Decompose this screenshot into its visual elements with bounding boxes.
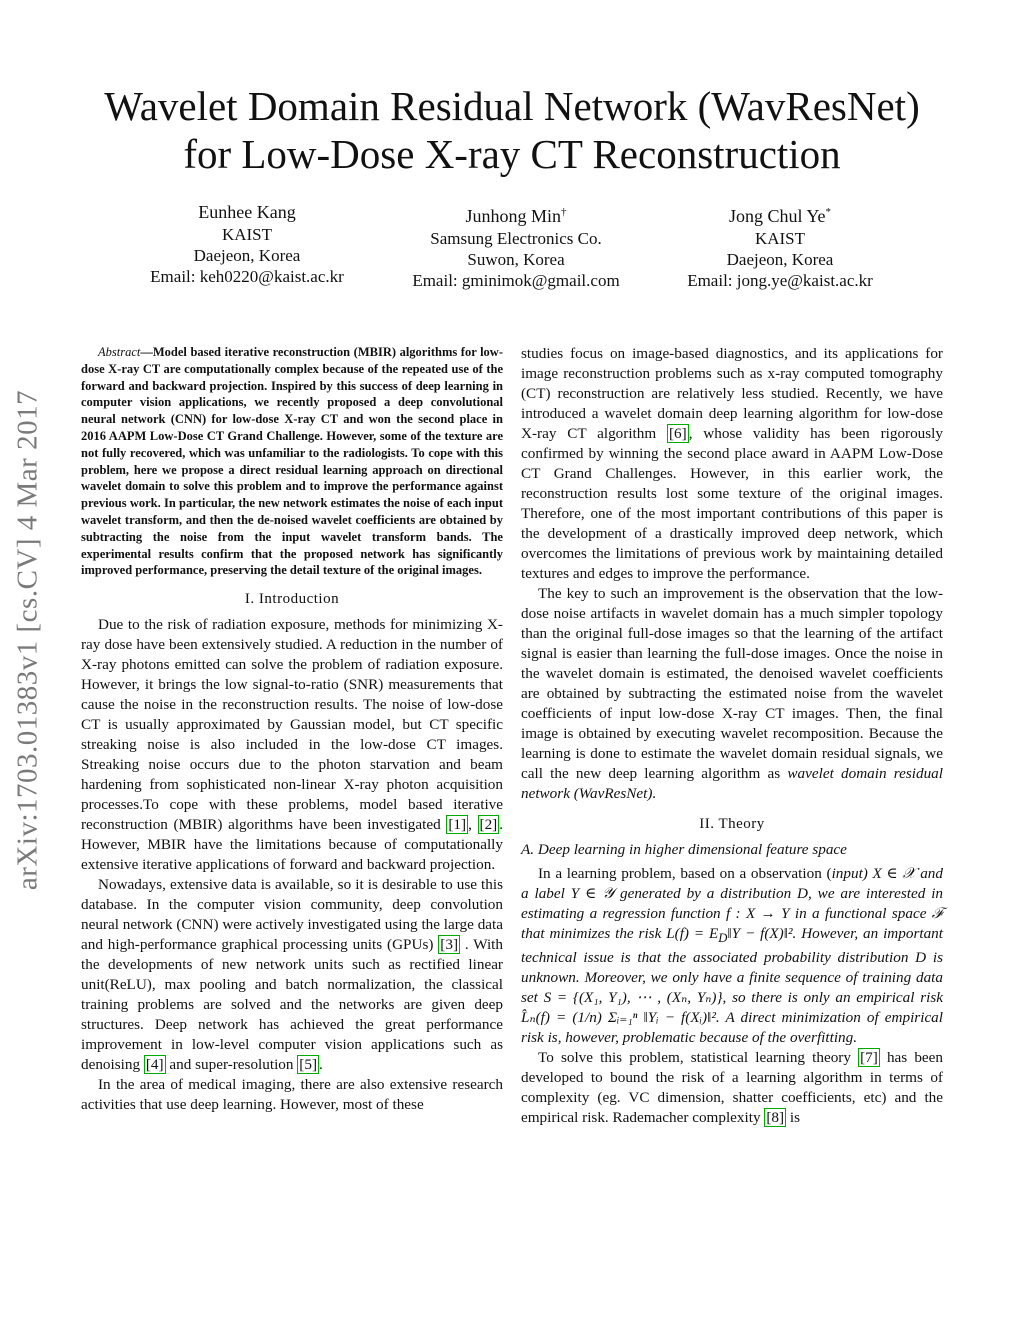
ref-number: 2: [484, 816, 493, 834]
subsection-heading: A. Deep learning in higher dimensional feature space: [521, 841, 847, 858]
citation-link[interactable]: [6]: [668, 425, 687, 442]
ref-number: 4: [150, 1056, 159, 1074]
author-block: [366, 200, 666, 291]
citation-link[interactable]: [8]: [766, 1109, 785, 1127]
right-column: [521, 344, 943, 1128]
author-email: Email: gminimok@gmail.com: [412, 271, 620, 290]
author-email: Email: jong.ye@kaist.ac.kr: [687, 271, 873, 290]
author-location: Daejeon, Korea: [193, 246, 301, 265]
section-heading-theory: II. Theory: [699, 816, 765, 832]
ref-number: 7: [865, 1049, 873, 1067]
math-run: ) X ∈ 𝒳 and a: [521, 865, 943, 902]
citation-link[interactable]: [2]: [479, 816, 498, 834]
math-run: ‖Y − f(X)‖². However, an important technical issue is that the associated probability distribution D is unknown. Moreover, we only have a finite sequence of training data set S = {(X₁, Y₁), ⋯ , (Xₙ, Yₙ)}, so there is only an empirical risk L̂ₙ(f) = (1/n) Σᵢ₌₁ⁿ ‖Yᵢ − f(Xᵢ)‖². A direct minimization of empirical risk is, however, problematic because of the overfitting.: [521, 925, 943, 1047]
author-mark: †: [561, 206, 567, 218]
author-affiliation: Samsung Electronics Co.: [430, 229, 602, 248]
text-run: and super-resolution: [165, 1056, 294, 1074]
text-run: has been developed to bound the risk of a learning algorithm in terms of complexity (eg. VC dimension, shatter coefficients, etc) and the empirical risk. Rademacher complexity: [521, 1049, 943, 1127]
citation-link[interactable]: [7]: [860, 1049, 878, 1067]
paragraph: Nowadays, extensive data is available, so it is desirable to use this database. In the computer vision community, deep convolution neural network (CNN) were actively investigated using the large data and high-performance graphical processing units (GPUs) [3] . With the developments of new network units such as rectified linear unit(ReLU), max pooling and batch normalization, the classical training problems are solved and the networks are given deep structures. Deep network has achieved the great performance improvement in low-level computer vision applications such as denoising [4] and super-resolution [5] .: [81, 876, 503, 1074]
paper-title-line-1: Wavelet Domain Residual Network (WavResNet): [104, 83, 920, 129]
citation-link[interactable]: [3]: [440, 936, 458, 954]
author-mark: *: [825, 206, 832, 218]
ref-number: 6: [674, 425, 682, 442]
ref-number: 5: [304, 1056, 312, 1074]
author-affiliation: KAIST: [754, 229, 806, 248]
text-run: studies focus on image-based diagnostics, and its applications for image reconstruction problems such as x-ray computed tomography (CT) reconstruction are relatively less studied. Recently, we have introduced a wavelet domain deep learning algorithm for low-dose X-ray CT algorithm: [521, 345, 943, 442]
author-name: Junhong Min: [465, 206, 561, 226]
citation-link[interactable]: [5]: [299, 1056, 318, 1074]
paragraph: Due to the risk of radiation exposure, methods for minimizing X-ray dose have been extensively studied. A reduction in the number of X-ray photons emitted can solve the problem of radiation exposure. However, it brings the low signal-to-ratio (SNR) measurements that cause the noise in the reconstruction results. The noise of low-dose CT is usually approximated by Gaussian model, but CT specific streaking noise is also included in the low-dose CT images. Streaking noise occurs due to the photon starvation and beam hardening from sophisticated non-linear X-ray photon acquisition processes.To cope with these problems, model based iterative reconstruction (MBIR) algorithms have been investigated [1] , [2] . However, MBIR have the limitations because of computationally extensive iterative applications of forward and backward projection.: [81, 616, 504, 874]
paragraph: In the area of medical imaging, there are also extensive research activities that use deep learning. However, most of these: [81, 1076, 503, 1114]
abstract-text: —Model based iterative reconstruction (MBIR) algorithms for low-dose X-ray CT are computationally complex because of the repeated use of the forward and backward projection. Inspired by this success of deep learning in computer vision applications, we recently proposed a deep convolutional neural network (CNN) for low-dose X-ray CT and won the second place in 2016 AAPM Low-Dose CT Grand Challenge. However, some of the texture are not fully recovered, which was unfamiliar to the radiologists. To cope with this problem, here we propose a direct residual learning approach on directional wavelet domain to solve this problem and to improve the performance against previous work. In particular, the new network estimates the noise of each input wavelet transform, and then the de-noised wavelet coefficients are obtained by subtracting the noise from the input wavelet transform bands. The experimental results confirm that the proposed network has significantly improved performance, preserving the detail texture of the original images.: [81, 345, 503, 578]
math-subscript: D: [718, 931, 728, 946]
emphasis-text: label: [534, 885, 565, 902]
emphasis-text: input: [831, 865, 863, 882]
citation-link[interactable]: [1]: [448, 816, 467, 834]
author-block: [630, 200, 930, 291]
left-column: [81, 344, 503, 1115]
arxiv-stamp-text: arXiv:1703.01383v1 [cs.CV] 4 Mar 2017: [11, 389, 44, 891]
paragraph: [521, 584, 943, 804]
abstract: [81, 344, 503, 579]
text-run: Due to the risk of radiation exposure, methods for minimizing X-ray dose have been extensively studied. A reduction in the number of X-ray photons emitted can solve the problem of radiation exposure. However, it brings the low signal-to-ratio (SNR) measurements that cause the noise in the reconstruction results. The noise of low-dose CT is usually approximated by Gaussian model, but CT specific streaking noise is also included in the low-dose CT images. Streaking noise occurs due to the photon starvation and beam hardening from sophisticated non-linear X-ray photon acquisition processes.To cope with these problems, model based iterative reconstruction (MBIR) algorithms have been investigated: [81, 616, 503, 834]
emphasis-text: wavelet domain residual network (WavResNet).: [521, 765, 943, 802]
author-name: Eunhee Kang: [198, 202, 296, 222]
text-run: . However, MBIR have the limitations because of computationally extensive iterative applications of forward and backward projection.: [81, 816, 504, 874]
ref-number: 8: [771, 1109, 779, 1127]
text-run: To solve this problem, statistical learning theory: [538, 1049, 851, 1067]
author-email: Email: keh0220@kaist.ac.kr: [150, 267, 344, 286]
author-location: Daejeon, Korea: [726, 250, 834, 269]
author-block: [97, 200, 397, 287]
text-run: . With the developments of new network units such as rectified linear unit(ReLU), max pooling and batch normalization, the classical training problems are solved and the networks are given deep structures. Deep network has achieved the great performance improvement in low-level computer vision applications such as denoising: [81, 936, 503, 1074]
text-run: The key to such an improvement is the observation that the low-dose noise artifacts in wavelet domain has a much simpler topology than the original full-dose images so that the learning of the artifact signal is easier than learning the full-dose images. Once the noise in the wavelet domain is estimated, the denoised wavelet coefficients are obtained by subtracting the estimated noise from the wavelet coefficients of input low-dose X-ray CT images. Then, the final image is obtained by executing wavelet recomposition. Because the learning is done to estimate the wavelet domain residual signals, we call the new deep learning algorithm as: [521, 585, 943, 782]
text-run: , whose validity has been rigorously confirmed by winning the second place award in AAPM Low-Dose CT Grand Challenges. However, in this earlier work, the reconstruction results lost some texture of the original images. Therefore, one of the most important contributions of this paper is the development of a drastically improved deep network, which overcomes the limitations of previous work by maintaining detailed textures and edges to improve the performance.: [521, 425, 944, 582]
author-location: Suwon, Korea: [467, 250, 565, 269]
ref-number: 1: [453, 816, 461, 834]
author-name: Jong Chul Ye: [728, 206, 826, 226]
author-affiliation: KAIST: [221, 225, 273, 244]
math-run: Y ∈ 𝒴 generated by a distribution D, we are interested in estimating a regression function f : X → Y in a functional space ℱ that minimizes the risk L(f) = E: [521, 885, 944, 942]
paragraph: [521, 864, 943, 1048]
text-run: is: [786, 1109, 800, 1127]
paper-title-line-2: for Low-Dose X-ray CT Reconstruction: [183, 131, 841, 177]
ref-number: 3: [445, 936, 453, 954]
paragraph: [521, 1048, 943, 1128]
citation-link[interactable]: [4]: [145, 1056, 164, 1074]
text-run: In a learning problem, based on a observation (: [538, 865, 832, 882]
section-heading-introduction: I. Introduction: [244, 591, 340, 608]
paragraph: [521, 344, 943, 584]
text-run: Nowadays, extensive data is available, so it is desirable to use this database. In the computer vision community, deep convolution neural network (CNN) were actively investigated using the large data and high-performance graphical processing units (GPUs): [81, 876, 503, 954]
abstract-label: Abstract: [98, 345, 141, 359]
